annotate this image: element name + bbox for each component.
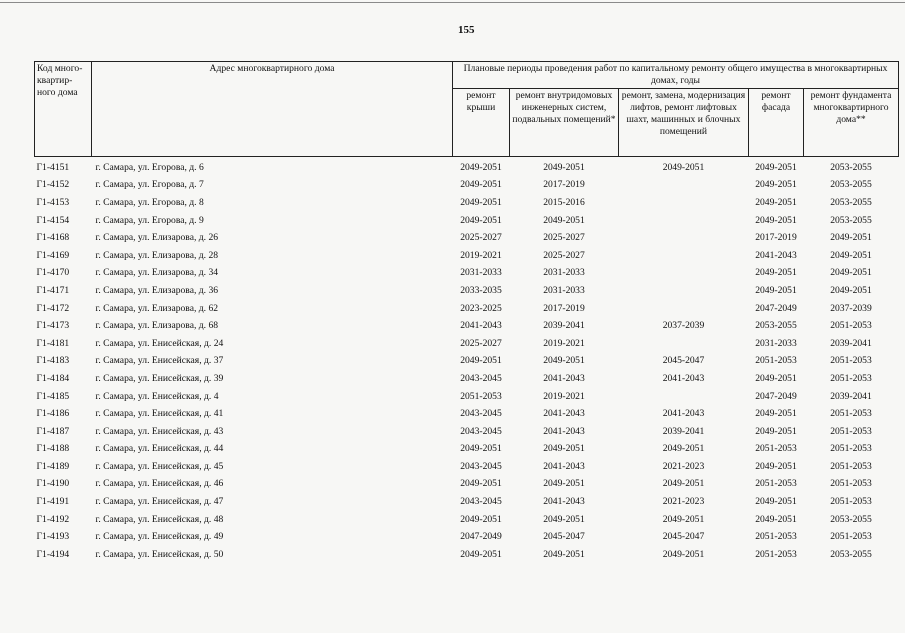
cell-address: г. Самара, ул. Енисейская, д. 48 [95,513,224,525]
top-rule [0,2,905,3]
cell-roof: 2049-2051 [460,196,502,208]
cell-code: Г1-4172 [36,302,70,314]
cell-elevators [619,212,749,230]
table-row [35,528,899,546]
table-row [35,458,899,476]
header-systems: ремонт внутридомовых инженерных систем, подвальных помещений* [510,89,619,157]
cell-roof: 2049-2051 [460,443,502,455]
cell-foundation: 2049-2051 [830,249,872,261]
cell-systems: 2049-2051 [543,161,585,173]
cell-roof: 2049-2051 [460,214,502,226]
cell-code: Г1-4190 [36,478,70,490]
table-row [35,353,899,371]
header-roof: ремонт крыши [453,89,510,157]
cell-foundation: 2053-2055 [830,548,872,560]
cell-code: Г1-4185 [36,390,70,402]
cell-elevators [619,335,749,353]
repair-schedule-table [34,61,899,564]
cell-address: г. Самара, ул. Елизарова, д. 34 [95,267,219,279]
cell-foundation: 2053-2055 [830,179,872,191]
cell-systems: 2031-2033 [543,284,585,296]
cell-roof: 2025-2027 [460,232,502,244]
cell-systems: 2025-2027 [543,232,585,244]
cell-facade: 2049-2051 [755,179,797,191]
table-row [35,335,899,353]
table-row [35,317,899,335]
cell-elevators: 2041-2043 [662,408,705,420]
cell-code: Г1-4184 [36,372,70,384]
cell-address: г. Самара, ул. Елизарова, д. 28 [95,249,219,261]
table-row [35,282,899,300]
cell-address: г. Самара, ул. Енисейская, д. 46 [95,478,224,490]
cell-systems: 2017-2019 [543,302,585,314]
cell-code: Г1-4186 [36,408,70,420]
cell-code: Г1-4183 [36,355,70,367]
cell-address: г. Самара, ул. Енисейская, д. 43 [95,425,224,437]
table-row [35,493,899,511]
cell-foundation: 2039-2041 [830,390,872,402]
cell-roof: 2049-2051 [460,478,502,490]
table-row [35,405,899,423]
table-row [35,423,899,441]
cell-roof: 2049-2051 [460,355,502,367]
cell-systems: 2045-2047 [543,531,585,543]
cell-facade: 2041-2043 [755,249,797,261]
cell-address: г. Самара, ул. Енисейская, д. 39 [95,372,224,384]
cell-elevators: 2049-2051 [662,548,705,560]
cell-roof: 2031-2033 [460,267,502,279]
cell-address: г. Самара, ул. Егорова, д. 6 [95,161,204,173]
cell-facade: 2051-2053 [755,443,797,455]
cell-foundation: 2049-2051 [830,284,872,296]
cell-roof: 2041-2043 [460,320,502,332]
cell-foundation: 2051-2053 [830,408,872,420]
cell-facade: 2051-2053 [755,355,797,367]
table-row [35,157,899,177]
cell-elevators [619,388,749,406]
cell-elevators: 2045-2047 [662,531,705,543]
cell-code: Г1-4187 [36,425,70,437]
cell-foundation: 2053-2055 [830,161,872,173]
cell-systems: 2015-2016 [543,196,585,208]
table-row [35,177,899,195]
cell-facade: 2051-2053 [755,548,797,560]
cell-facade: 2049-2051 [755,161,797,173]
cell-foundation: 2053-2055 [830,214,872,226]
cell-code: Г1-4193 [36,531,70,543]
cell-systems: 2019-2021 [543,390,585,402]
table-row [35,441,899,459]
cell-elevators [619,247,749,265]
header-address: Адрес многоквартирного дома [92,62,453,157]
table-row [35,300,899,318]
cell-code: Г1-4171 [36,284,70,296]
cell-code: Г1-4173 [36,320,70,332]
table-row [35,511,899,529]
cell-address: г. Самара, ул. Егорова, д. 7 [95,179,204,191]
table-row [35,247,899,265]
cell-foundation: 2051-2053 [830,496,872,508]
table-row [35,476,899,494]
cell-address: г. Самара, ул. Енисейская, д. 50 [95,548,224,560]
cell-roof: 2043-2045 [460,460,502,472]
cell-address: г. Самара, ул. Егорова, д. 8 [95,196,204,208]
cell-address: г. Самара, ул. Елизарова, д. 62 [95,302,219,314]
cell-facade: 2051-2053 [755,478,797,490]
cell-roof: 2049-2051 [460,513,502,525]
cell-address: г. Самара, ул. Елизарова, д. 68 [95,320,219,332]
cell-foundation: 2051-2053 [830,478,872,490]
cell-systems: 2049-2051 [543,548,585,560]
cell-facade: 2047-2049 [755,390,797,402]
cell-code: Г1-4169 [36,249,70,261]
cell-foundation: 2053-2055 [830,196,872,208]
cell-roof: 2025-2027 [460,337,502,349]
cell-foundation: 2051-2053 [830,320,872,332]
cell-foundation: 2051-2053 [830,460,872,472]
cell-address: г. Самара, ул. Егорова, д. 9 [95,214,204,226]
cell-roof: 2043-2045 [460,408,502,420]
cell-systems: 2049-2051 [543,513,585,525]
cell-elevators [619,300,749,318]
cell-roof: 2019-2021 [460,249,502,261]
cell-foundation: 2051-2053 [830,355,872,367]
cell-systems: 2019-2021 [543,337,585,349]
cell-elevators: 2037-2039 [662,320,705,332]
cell-code: Г1-4153 [36,196,70,208]
table-row [35,265,899,283]
table-row [35,388,899,406]
cell-foundation: 2049-2051 [830,267,872,279]
table-row [35,546,899,564]
cell-code: Г1-4170 [36,267,70,279]
cell-foundation: 2049-2051 [830,232,872,244]
cell-systems: 2041-2043 [543,408,585,420]
cell-foundation: 2051-2053 [830,372,872,384]
cell-facade: 2049-2051 [755,460,797,472]
table-row [35,194,899,212]
cell-address: г. Самара, ул. Енисейская, д. 49 [95,531,224,543]
cell-elevators: 2045-2047 [662,355,705,367]
cell-systems: 2041-2043 [543,425,585,437]
cell-code: Г1-4168 [36,232,70,244]
cell-systems: 2017-2019 [543,179,585,191]
cell-elevators [619,177,749,195]
cell-code: Г1-4191 [36,496,70,508]
cell-facade: 2049-2051 [755,513,797,525]
table-row [35,212,899,230]
cell-systems: 2039-2041 [543,320,585,332]
cell-address: г. Самара, ул. Елизарова, д. 36 [95,284,219,296]
table-body [35,157,899,564]
cell-facade: 2017-2019 [755,232,797,244]
cell-elevators: 2041-2043 [662,372,705,384]
cell-foundation: 2053-2055 [830,513,872,525]
cell-roof: 2049-2051 [460,161,502,173]
cell-roof: 2043-2045 [460,372,502,384]
cell-elevators [619,194,749,212]
cell-code: Г1-4194 [36,548,70,560]
cell-foundation: 2051-2053 [830,443,872,455]
cell-elevators: 2049-2051 [662,513,705,525]
page-number: 155 [458,24,475,36]
cell-address: г. Самара, ул. Енисейская, д. 24 [95,337,224,349]
cell-roof: 2043-2045 [460,425,502,437]
cell-facade: 2049-2051 [755,496,797,508]
cell-roof: 2047-2049 [460,531,502,543]
cell-elevators: 2049-2051 [662,478,705,490]
cell-roof: 2051-2053 [460,390,502,402]
header-code: Код много-квартир-ного дома [35,62,92,157]
cell-systems: 2041-2043 [543,496,585,508]
cell-systems: 2041-2043 [543,372,585,384]
cell-systems: 2031-2033 [543,267,585,279]
table-row [35,370,899,388]
cell-address: г. Самара, ул. Елизарова, д. 26 [95,232,219,244]
cell-elevators: 2021-2023 [662,460,705,472]
header-foundation: ремонт фундамента многоквартирного дома** [804,89,899,157]
cell-elevators [619,265,749,283]
cell-facade: 2049-2051 [755,284,797,296]
cell-foundation: 2051-2053 [830,531,872,543]
cell-roof: 2049-2051 [460,548,502,560]
cell-elevators: 2049-2051 [662,443,705,455]
cell-foundation: 2037-2039 [830,302,872,314]
cell-address: г. Самара, ул. Енисейская, д. 41 [95,408,224,420]
cell-code: Г1-4189 [36,460,70,472]
cell-elevators: 2039-2041 [662,425,705,437]
cell-address: г. Самара, ул. Енисейская, д. 37 [95,355,224,367]
cell-address: г. Самара, ул. Енисейская, д. 47 [95,496,224,508]
cell-facade: 2049-2051 [755,267,797,279]
cell-systems: 2049-2051 [543,443,585,455]
cell-facade: 2053-2055 [755,320,797,332]
cell-elevators: 2021-2023 [662,496,705,508]
cell-systems: 2049-2051 [543,355,585,367]
cell-code: Г1-4181 [36,337,70,349]
cell-systems: 2025-2027 [543,249,585,261]
cell-foundation: 2051-2053 [830,425,872,437]
cell-roof: 2043-2045 [460,496,502,508]
cell-systems: 2041-2043 [543,460,585,472]
cell-systems: 2049-2051 [543,214,585,226]
cell-address: г. Самара, ул. Енисейская, д. 45 [95,460,224,472]
cell-elevators [619,229,749,247]
cell-foundation: 2039-2041 [830,337,872,349]
header-periods-group: Плановые периоды проведения работ по капитальному ремонту общего имущества в многоквартирных домах, годы [453,62,899,89]
cell-facade: 2051-2053 [755,531,797,543]
cell-facade: 2049-2051 [755,196,797,208]
cell-address: г. Самара, ул. Енисейская, д. 4 [95,390,219,402]
header-facade: ремонт фасада [749,89,804,157]
cell-code: Г1-4151 [36,161,70,173]
cell-systems: 2049-2051 [543,478,585,490]
cell-elevators [619,282,749,300]
table-row [35,229,899,247]
cell-address: г. Самара, ул. Енисейская, д. 44 [95,443,224,455]
cell-code: Г1-4154 [36,214,70,226]
cell-code: Г1-4188 [36,443,70,455]
cell-code: Г1-4152 [36,179,70,191]
header-elevators: ремонт, замена, модернизация лифтов, ремонт лифтовых шахт, машинных и блочных помещений [619,89,749,157]
cell-facade: 2049-2051 [755,372,797,384]
cell-roof: 2049-2051 [460,179,502,191]
cell-facade: 2031-2033 [755,337,797,349]
cell-facade: 2049-2051 [755,214,797,226]
cell-roof: 2023-2025 [460,302,502,314]
cell-elevators: 2049-2051 [662,161,705,173]
cell-code: Г1-4192 [36,513,70,525]
cell-facade: 2047-2049 [755,302,797,314]
cell-facade: 2049-2051 [755,425,797,437]
cell-facade: 2049-2051 [755,408,797,420]
cell-roof: 2033-2035 [460,284,502,296]
